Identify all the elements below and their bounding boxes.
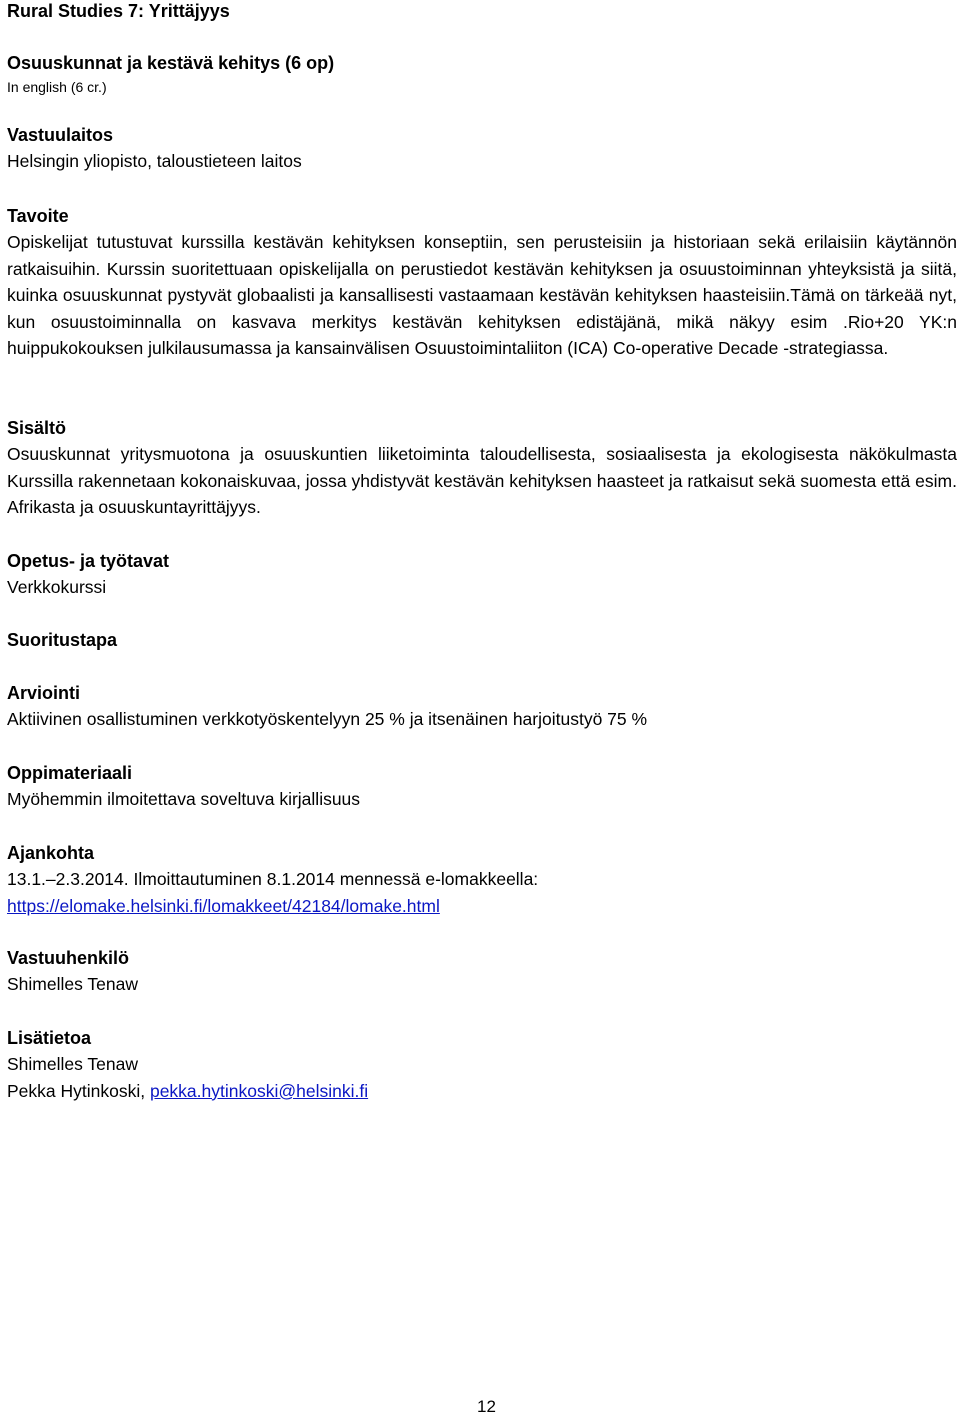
english-note: In english (6 cr.): [7, 79, 107, 95]
page-number: 12: [477, 1397, 496, 1416]
email-link[interactable]: pekka.hytinkoski@helsinki.fi: [149, 1080, 369, 1101]
tavoite-sentence-1: Opiskelijat tutustuvat kurssilla kestävän kehityksen konseptiin, sen perusteisiin ja historiaan sekä erilaisiin käytännön ratkaisuihin.: [7, 232, 957, 279]
section-text: [7, 229, 957, 361]
tavoite-sentence-4: Rio+20 YK:n huippukokouksen julkilausumassa ja kansainvälisen Osuustoimintaliiton (ICA) Co-operative Decade -strategiassa.: [7, 311, 957, 359]
section-tavoite: [7, 203, 957, 361]
course-title: Osuuskunnat ja kestävä kehitys (6 op): [7, 53, 335, 73]
section-suoritustapa: [7, 627, 957, 653]
section-heading: Suoritustapa: [7, 630, 118, 650]
section-heading: Sisältö: [7, 418, 67, 438]
section-heading: Opetus- ja työtavat: [7, 551, 170, 571]
contact-line-1: Shimelles Tenaw: [7, 1054, 138, 1075]
section-vastuulaitos: [7, 122, 957, 175]
section-heading: Tavoite: [7, 206, 69, 226]
section-heading: Vastuuhenkilö: [7, 948, 130, 968]
section-lisatietoa: [7, 1025, 957, 1104]
section-text: Helsingin yliopisto, taloustieteen laitos: [7, 151, 302, 172]
section-arviointi: [7, 680, 957, 733]
contact-name: Pekka Hytinkoski,: [7, 1080, 150, 1101]
section-sisalto: [7, 415, 957, 521]
section-heading: Ajankohta: [7, 843, 95, 863]
section-text: Osuuskunnat yritysmuotona ja osuuskuntien liiketoiminta taloudellisesta, sosiaalisesta ja ekologisesta näkökulmasta Kurssilla rakennetaan kokonaiskuvaa, jossa yhdistyvät kestävän kehityksen haasteet ja ratkaisut sekä suomesta että esim. Afrikasta ja osuuskuntayrittäjyys.: [7, 444, 957, 518]
section-text: Aktiivinen osallistuminen verkkotyöskentelyyn 25 % ja itsenäinen harjoitustyö 75 %: [7, 709, 648, 730]
tavoite-sentence-2: Kurssin suoritettuaan opiskelijalla on perustiedot kestävän kehityksen ja osuustoiminnan yhteyksistä ja siitä, kuinka osuuskunnat pystyvät globaalisti ja kansallisesti vastaamaan kestävän kehityksen haasteisiin.: [7, 258, 957, 306]
registration-link[interactable]: https://elomake.helsinki.fi/lomakkeet/42184/lomake.html: [7, 895, 440, 916]
section-heading: Vastuulaitos: [7, 125, 114, 145]
section-heading: Oppimateriaali: [7, 763, 133, 783]
registration-link-line: [7, 893, 957, 919]
tavoite-sentence-3: Tämä on tärkeää nyt, kun osuustoiminnalla on kasvava merkitys kestävän kehityksen edistäjänä, mikä näkyy esim .: [7, 285, 957, 332]
section-text: Shimelles Tenaw: [7, 974, 138, 995]
contact-line-2: [7, 1078, 957, 1104]
section-text: 13.1.–2.3.2014. Ilmoittautuminen 8.1.2014 mennessä e-lomakkeella:: [7, 869, 539, 890]
section-heading: Lisätietoa: [7, 1028, 92, 1048]
section-heading: Arviointi: [7, 683, 81, 703]
section-oppimateriaali: [7, 760, 957, 813]
section-text: Verkkokurssi: [7, 577, 107, 598]
section-ajankohta: [7, 840, 957, 919]
section-opetus: [7, 548, 957, 601]
section-text: Myöhemmin ilmoitettava soveltuva kirjallisuus: [7, 789, 361, 810]
document-title: Rural Studies 7: Yrittäjyys: [7, 1, 230, 21]
section-vastuuhenkilo: [7, 945, 957, 998]
